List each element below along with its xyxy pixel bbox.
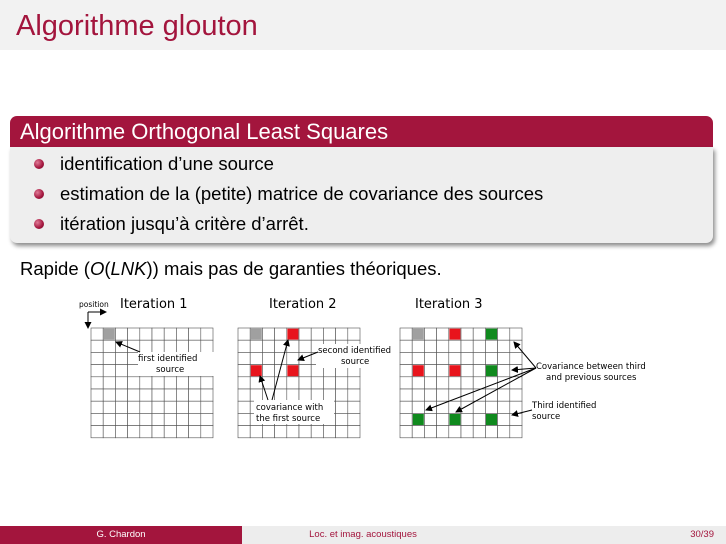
grid-cell [461,365,473,377]
grid-cell [201,340,213,352]
grid-cell [299,340,311,352]
grid-cell [140,340,152,352]
grid-cell [498,401,510,413]
grid-cell [461,340,473,352]
grid-cell [336,389,348,401]
grid-cell [128,401,140,413]
grid-cell [238,377,250,389]
block-body [10,147,713,243]
grid-cell [400,426,412,438]
grid-cell [164,389,176,401]
grid-cell [473,426,485,438]
grid-cell [115,413,127,425]
grid-cell [510,413,522,425]
grid-cell [201,377,213,389]
grid-cell [412,377,424,389]
grid-cell [473,352,485,364]
grid-cell [238,413,250,425]
second-source-label-2: source [341,357,370,367]
grid-cell [91,352,103,364]
grid-cell [128,413,140,425]
grid-cell [103,389,115,401]
grid-cell [348,401,360,413]
grid-cell [128,389,140,401]
grid-cell [103,377,115,389]
grid-cell [400,401,412,413]
grid-cell [461,389,473,401]
footer-title: Loc. et imag. acoustiques [242,526,484,544]
grid-cell [250,352,262,364]
first-source-cell [104,329,115,340]
slide-title: Algorithme glouton [16,10,258,42]
grid-cell [400,389,412,401]
grid-cell [400,413,412,425]
grid-cell [238,340,250,352]
grid-cell [485,401,497,413]
grid-cell [176,413,188,425]
grid-cell [238,426,250,438]
grid-cell [275,426,287,438]
second-source-cell [287,329,298,340]
grid-cell [103,401,115,413]
grid-cell [336,401,348,413]
grid-cell [424,401,436,413]
grid-cell [91,377,103,389]
list-item [34,211,309,237]
grid-cell [424,365,436,377]
grid-cell [152,401,164,413]
grid-cell [336,328,348,340]
grid-cell [437,426,449,438]
grid-cell [238,352,250,364]
grid-cell [400,352,412,364]
complexity-remark [20,258,442,280]
grid-cell [348,377,360,389]
grid-cell [510,401,522,413]
grid-cell [336,377,348,389]
remark-paren: ( [104,258,111,279]
third-source-cell [413,414,424,425]
cov-label-2: the first source [256,414,321,424]
grid-cell [510,352,522,364]
grid-cell [152,328,164,340]
grid-cell [498,328,510,340]
ball-bullet-icon [34,159,44,169]
grid-cell [299,426,311,438]
grid-cell [140,389,152,401]
block-title: Algorithme Orthogonal Least Squares [20,119,389,144]
grid-cell [189,328,201,340]
complexity-argument: LNK [110,258,147,279]
grid-cell [424,413,436,425]
grid-cell [437,377,449,389]
grid-cell [164,426,176,438]
grid-cell [176,340,188,352]
grid-cell [299,377,311,389]
grid-cell [140,426,152,438]
grid-cell [437,401,449,413]
grid-cell [189,377,201,389]
grid-cell [498,365,510,377]
grid-cell [275,328,287,340]
grid-cell [201,389,213,401]
grid-cell [201,426,213,438]
second-source-cell [449,329,460,340]
grid-cell [473,328,485,340]
grid-cell [485,352,497,364]
third-source-label: Third identified [532,401,597,411]
grid-cell [115,328,127,340]
footer-author: G. Chardon [0,526,242,544]
grid-cell [449,377,461,389]
grid-cell [299,389,311,401]
grid-cell [412,401,424,413]
grid-cell [437,389,449,401]
grid-cell [510,340,522,352]
grid-cell [287,340,299,352]
grid-cell [437,352,449,364]
grid-cell [400,340,412,352]
grid-cell [424,426,436,438]
grid-cell [91,340,103,352]
grid-cell [461,352,473,364]
grid-cell [103,352,115,364]
grid-cell [189,426,201,438]
grid-cell [164,413,176,425]
grid-cell [140,413,152,425]
grid-cell [424,352,436,364]
grid-cell [275,352,287,364]
second-source-cell [413,365,424,376]
grid-cell [262,426,274,438]
grid-cell [412,389,424,401]
grid-cell [323,426,335,438]
grid-cell [498,389,510,401]
grid-cell [473,365,485,377]
grid-cell [510,426,522,438]
grid-cell [473,340,485,352]
grid-cell [498,426,510,438]
grid-cell [287,389,299,401]
grid-cell [449,401,461,413]
page-number: 30/39 [690,529,714,540]
footer [0,526,726,544]
grid-cell [510,365,522,377]
grid-cell [262,389,274,401]
grid-cell [473,413,485,425]
grid-cell [336,426,348,438]
third-source-cell [486,414,497,425]
third-source-cell [449,414,460,425]
cov3-label: Covariance between third [536,362,646,372]
list-item-text: identification d’une source [60,153,274,174]
grid-cell [437,340,449,352]
third-source-cell [486,329,497,340]
footer-right [484,526,726,544]
grid-cell [115,401,127,413]
block-header [10,116,713,147]
second-source-cell [251,365,262,376]
grid-cell [176,389,188,401]
grid-cell [115,365,127,377]
grid-cell [189,389,201,401]
grid-cell [128,426,140,438]
grid-cell [311,426,323,438]
grid-cell [498,352,510,364]
grid-cell [91,365,103,377]
grid-cell [189,413,201,425]
grid-cell [299,365,311,377]
grid-cell [400,365,412,377]
third-source-label-2: source [532,412,561,422]
remark-text-start: Rapide ( [20,258,90,279]
grid-cell [103,426,115,438]
grid-cell [262,328,274,340]
grid-cell [238,389,250,401]
grid-cell [91,328,103,340]
grid-cell [152,340,164,352]
grid-cell [424,377,436,389]
grid-cell [424,328,436,340]
grid-cell [103,365,115,377]
grid-cell [103,413,115,425]
grid-cell [437,328,449,340]
grid-cell [176,401,188,413]
grid-cell [115,377,127,389]
grid-cell [238,328,250,340]
grid-cell [176,328,188,340]
list-item-text: itération jusqu’à critère d’arrêt. [60,213,309,234]
first-source-cell [251,329,262,340]
grid-cell [189,340,201,352]
grid-cell [262,365,274,377]
grid-cell [250,340,262,352]
grid-cell [348,328,360,340]
grid-cell [461,413,473,425]
grid-cell [164,377,176,389]
grid-cell [164,401,176,413]
grid-cell [201,401,213,413]
grid-cell [140,401,152,413]
grid-cell [152,426,164,438]
second-source-cell [449,365,460,376]
panel-title-1: Iteration 1 [120,297,188,312]
second-source-cell [287,365,298,376]
grid-cell [311,328,323,340]
grid-cell [449,340,461,352]
first-source-label-2: source [156,365,185,375]
grid-cell [91,389,103,401]
grid-cell [91,426,103,438]
grid-cell [485,426,497,438]
grid-cell [140,328,152,340]
grid-cell [275,389,287,401]
grid-cell [201,413,213,425]
grid-cell [250,426,262,438]
grid-cell [238,365,250,377]
big-o-symbol: O [89,258,105,279]
ols-block [10,116,713,243]
grid-cell [262,340,274,352]
grid-cell [336,413,348,425]
grid-cell [461,328,473,340]
panel-title-2: Iteration 2 [269,297,337,312]
grid-cell [152,413,164,425]
grid-cell [510,328,522,340]
grid-cell [91,401,103,413]
grid-cell [311,377,323,389]
grid-cell [400,377,412,389]
second-source-label: second identified [318,346,392,356]
grid-cell [152,377,164,389]
grid-cell [498,340,510,352]
grid-cell [437,365,449,377]
grid-cell [103,340,115,352]
list-item [34,181,543,207]
grid-cell [348,413,360,425]
grid-cell [449,426,461,438]
remark-text-end: )) mais pas de garanties théoriques. [146,258,442,279]
grid-cell [128,328,140,340]
grid-cell [424,340,436,352]
grid-cell [412,426,424,438]
grid-cell [400,328,412,340]
grid-cell [287,377,299,389]
grid-cell [412,352,424,364]
position-label: position [79,300,109,309]
grid-cell [250,389,262,401]
grid-cell [510,389,522,401]
cov-label: covariance with [256,403,324,413]
third-source-cell [486,365,497,376]
grid-cell [412,340,424,352]
first-source-cell [413,329,424,340]
grid-cell [348,426,360,438]
grid-cell [115,389,127,401]
grid-cell [164,328,176,340]
grid-cell [91,413,103,425]
grid-cell [424,389,436,401]
grid-cell [323,328,335,340]
cov3-label-2: and previous sources [546,373,637,383]
grid-cell [449,352,461,364]
grid-cell [311,389,323,401]
grid-cell [461,426,473,438]
grid-cell [287,426,299,438]
panel-title-3: Iteration 3 [415,297,483,312]
grid-cell [323,377,335,389]
first-source-label: first identified [138,354,198,364]
grid-cell [115,426,127,438]
grid-cell [189,401,201,413]
grid-cell [348,389,360,401]
grid-cell [299,328,311,340]
grid-cell [128,377,140,389]
grid-cell [262,352,274,364]
grid-cell [152,389,164,401]
list-item [34,151,274,177]
title-bar [0,0,726,50]
grid-cell [201,328,213,340]
grid-cell [323,389,335,401]
grid-cell [176,377,188,389]
ball-bullet-icon [34,219,44,229]
grid-cell [140,377,152,389]
grid-cell [176,426,188,438]
grid-cell [128,365,140,377]
grid-cell [461,377,473,389]
list-item-text: estimation de la (petite) matrice de covariance des sources [60,183,544,204]
grid-cell [473,377,485,389]
grid-cell [128,340,140,352]
ball-bullet-icon [34,189,44,199]
iterations-figure [76,290,676,440]
grid-cell [287,352,299,364]
grid-cell [164,340,176,352]
grid-cell [498,413,510,425]
grid-cell [115,352,127,364]
grid-cell [238,401,250,413]
grid-cell [485,340,497,352]
grid-cell [473,401,485,413]
grid-cell [437,413,449,425]
